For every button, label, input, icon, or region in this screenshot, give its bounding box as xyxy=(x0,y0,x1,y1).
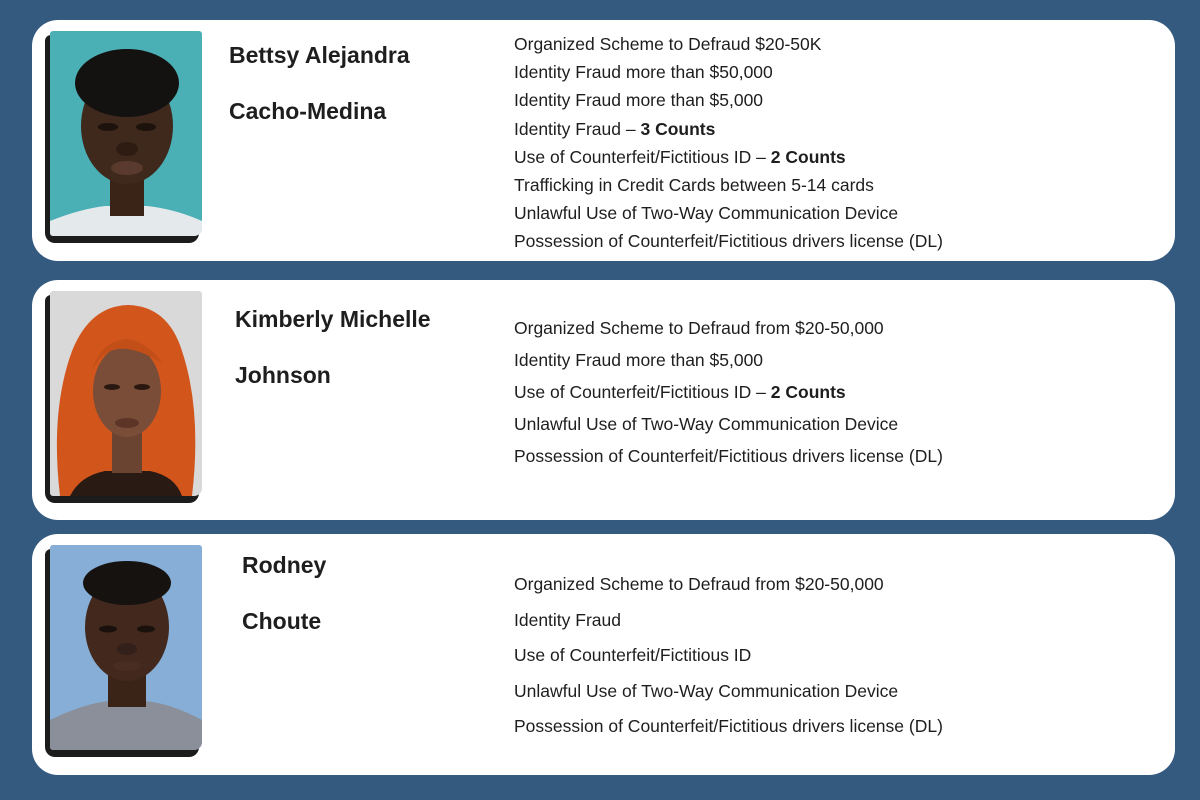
charge-text: Organized Scheme to Defraud from $20-50,000 xyxy=(514,574,884,594)
charge-item xyxy=(514,408,943,440)
charge-item xyxy=(514,30,943,58)
charge-item xyxy=(514,344,943,376)
charge-item xyxy=(514,58,943,86)
charges-list xyxy=(514,567,943,745)
person-portrait-icon xyxy=(50,31,202,236)
charge-item xyxy=(514,567,943,603)
suspect-last-name: Johnson xyxy=(235,362,331,388)
charge-count: 2 Counts xyxy=(770,146,846,167)
charge-text: Identity Fraud more than $50,000 xyxy=(514,62,773,83)
charges-list xyxy=(514,30,943,256)
charge-text: Identity Fraud more than $5,000 xyxy=(514,350,764,370)
suspect-card xyxy=(32,534,1175,775)
charge-item xyxy=(514,86,943,114)
charge-item xyxy=(514,171,943,199)
charge-text: Unlawful Use of Two-Way Communication Device xyxy=(514,680,899,701)
charge-text: Trafficking in Credit Cards between 5-14 cards xyxy=(514,175,874,196)
charge-count: 2 Counts xyxy=(770,382,846,402)
charge-text: Organized Scheme to Defraud from $20-50,000 xyxy=(514,318,884,338)
charge-text: Identity Fraud – xyxy=(514,118,641,139)
charge-item xyxy=(514,440,943,472)
suspect-last-name: Choute xyxy=(242,608,322,634)
suspect-card xyxy=(32,20,1175,261)
charge-text: Identity Fraud more than $5,000 xyxy=(514,90,764,111)
charge-text: Use of Counterfeit/Fictitious ID – xyxy=(514,382,771,402)
mugshot-frame xyxy=(45,31,202,243)
suspect-first-name: Rodney xyxy=(242,552,327,578)
mugshot-frame xyxy=(45,545,202,757)
suspect-first-name: Bettsy Alejandra xyxy=(229,42,410,68)
charge-item xyxy=(514,709,943,745)
charge-item xyxy=(514,312,943,344)
charge-text: Identity Fraud xyxy=(514,609,621,630)
charge-item xyxy=(514,115,943,143)
charge-item xyxy=(514,199,943,227)
charge-text: Organized Scheme to Defraud $20-50K xyxy=(514,34,822,54)
charge-item xyxy=(514,143,943,171)
suspect-last-name: Cacho-Medina xyxy=(229,98,387,124)
suspect-card xyxy=(32,280,1175,520)
charge-item xyxy=(514,674,943,710)
charge-text: Use of Counterfeit/Fictitious ID xyxy=(514,645,752,665)
charge-text: Unlawful Use of Two-Way Communication Device xyxy=(514,414,899,434)
charges-list xyxy=(514,312,943,472)
charge-text: Possession of Counterfeit/Fictitious drivers license (DL) xyxy=(514,716,943,736)
mugshot-photo xyxy=(50,291,202,496)
charge-text: Use of Counterfeit/Fictitious ID – xyxy=(514,146,771,167)
mugshot-photo xyxy=(50,31,202,236)
charge-item xyxy=(514,638,943,674)
person-portrait-icon xyxy=(50,545,202,750)
charge-item xyxy=(514,376,943,408)
charge-text: Possession of Counterfeit/Fictitious drivers license (DL) xyxy=(514,446,943,466)
mugshot-frame xyxy=(45,291,202,503)
mugshot-photo xyxy=(50,545,202,750)
person-portrait-icon xyxy=(50,291,202,496)
charge-count: 3 Counts xyxy=(640,118,716,139)
charge-text: Possession of Counterfeit/Fictitious drivers license (DL) xyxy=(514,231,943,252)
suspect-first-name: Kimberly Michelle xyxy=(235,306,431,332)
charge-text: Unlawful Use of Two-Way Communication Device xyxy=(514,203,899,224)
charge-item xyxy=(514,227,943,255)
charge-item xyxy=(514,603,943,639)
